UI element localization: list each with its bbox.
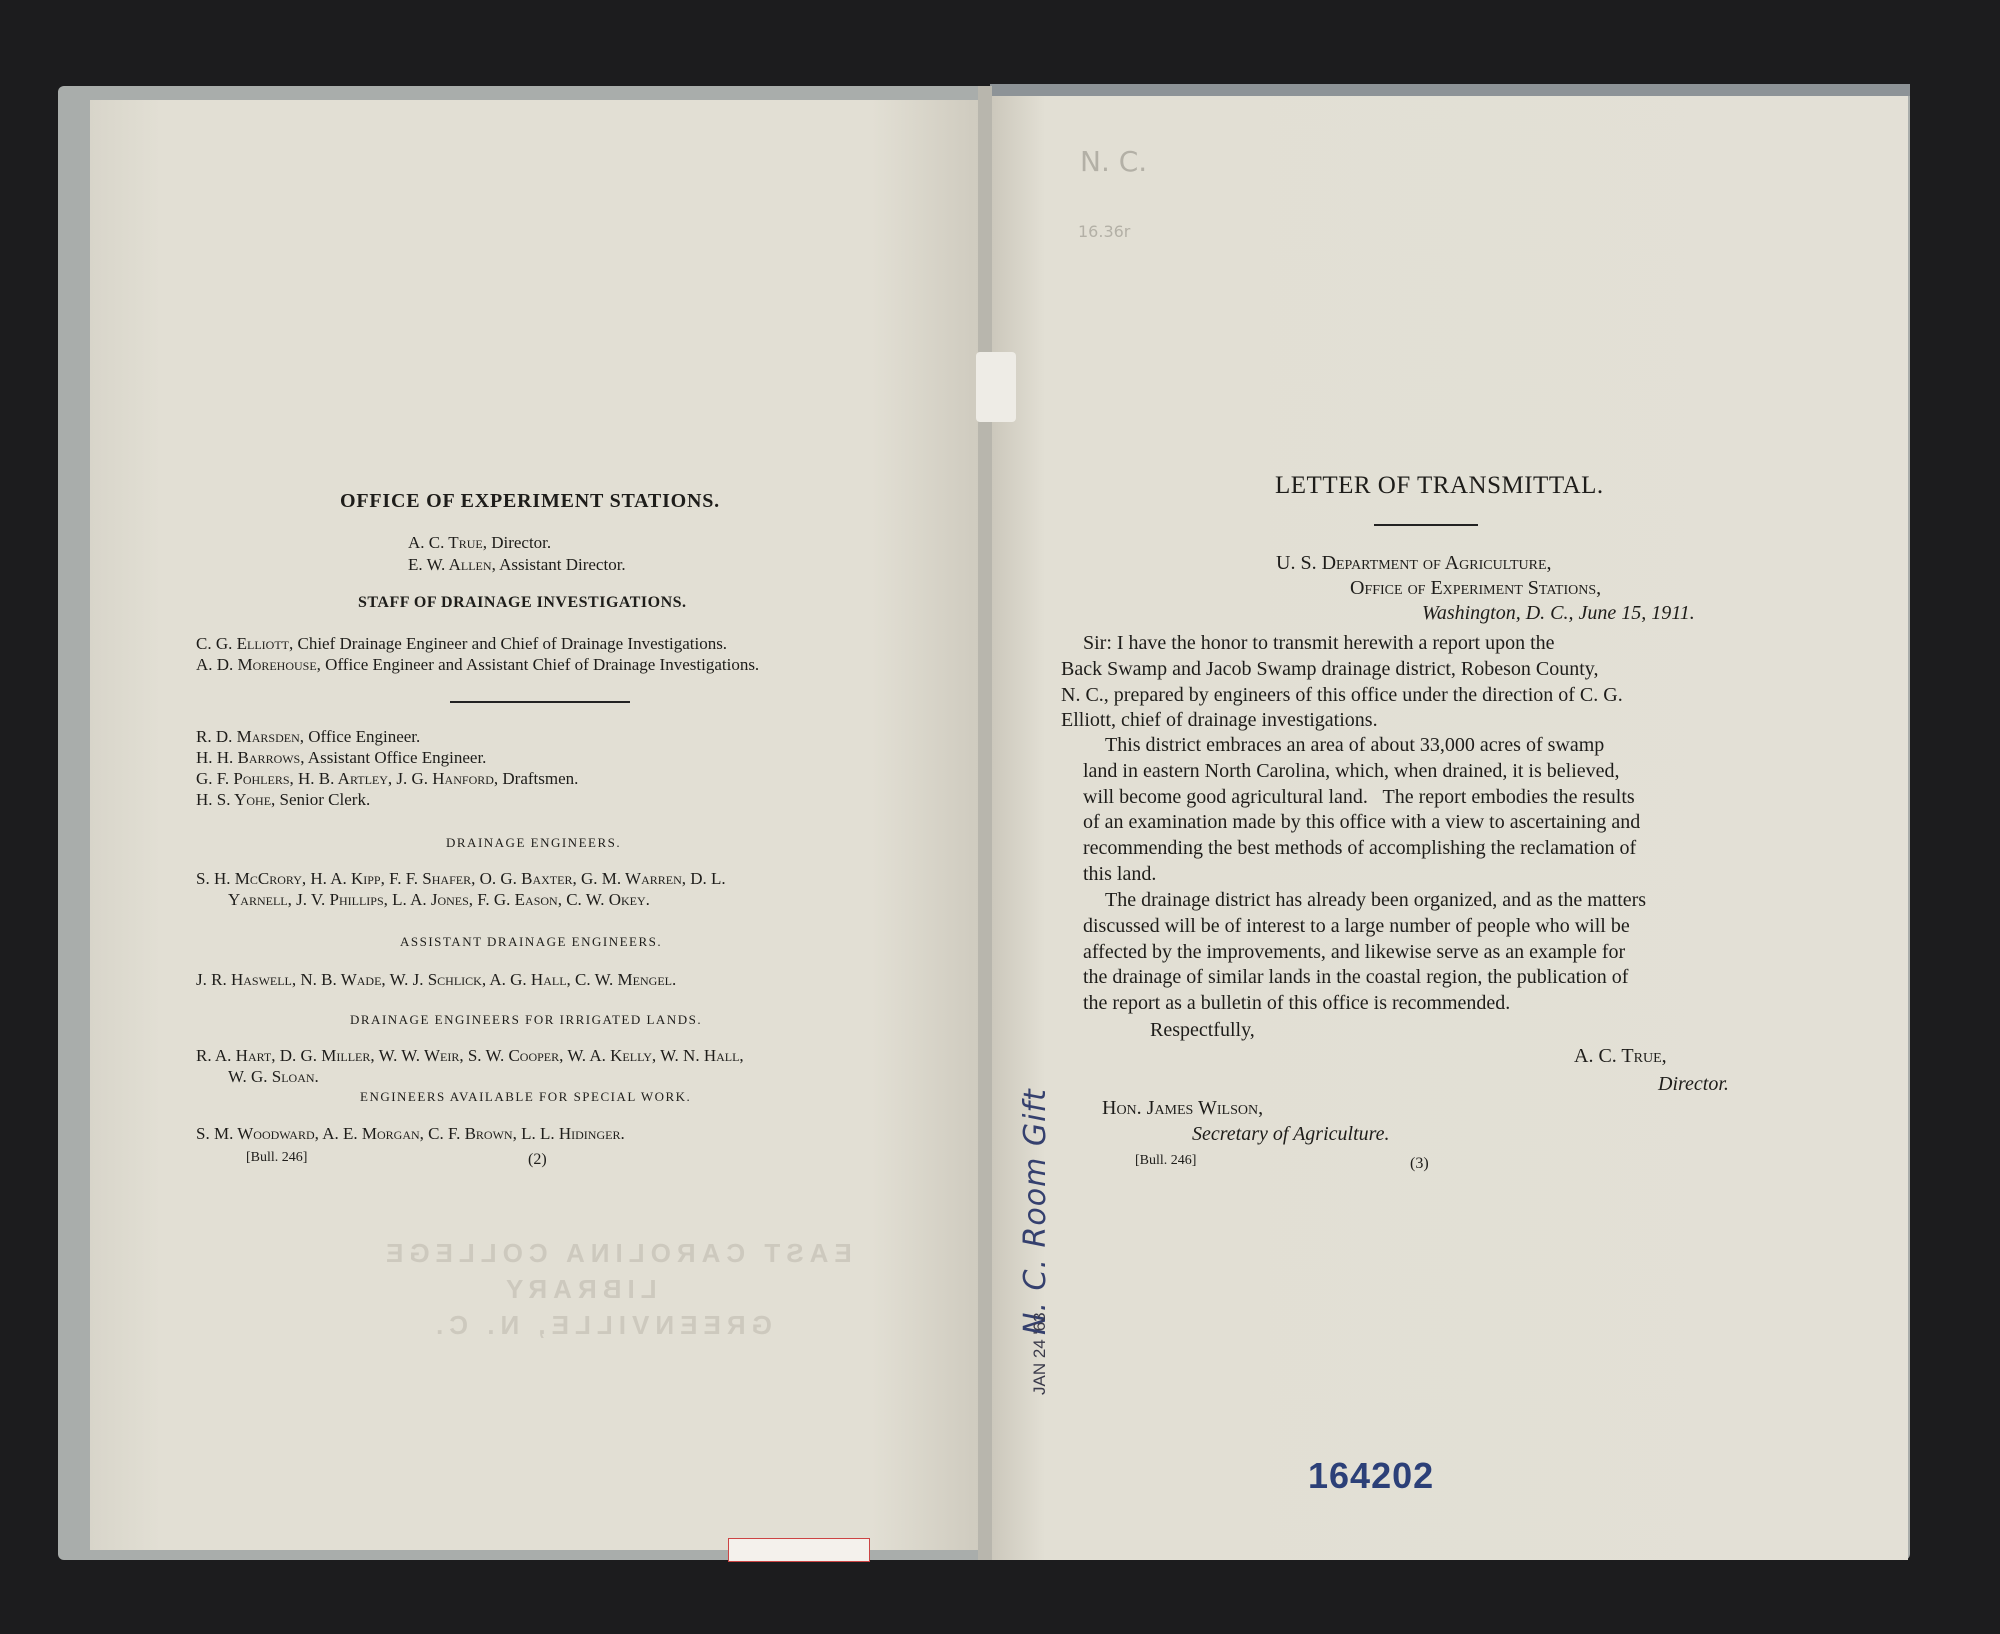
pencil-note-1: N. C. [1080, 145, 1148, 178]
library-stamp-line-1: EAST CAROLINA COLLEGE [380, 1238, 852, 1268]
p2-line-5: recommending the best methods of accomplishing the reclamation of [1083, 837, 1637, 860]
signer: A. C. True, [1574, 1045, 1667, 1067]
dept-line: U. S. Department of Agriculture, [1276, 552, 1552, 574]
p1-line-2: Back Swamp and Jacob Swamp drainage district, Robeson County, [1061, 657, 1599, 680]
binding-tab [976, 352, 1016, 422]
special-work-heading: ENGINEERS AVAILABLE FOR SPECIAL WORK. [360, 1089, 692, 1104]
irrigated-engineers-heading: DRAINAGE ENGINEERS FOR IRRIGATED LANDS. [350, 1012, 703, 1027]
date-line: Washington, D. C., June 15, 1911. [1422, 602, 1695, 624]
right-page-number: (3) [1410, 1155, 1429, 1172]
left-bulletin-ref: [Bull. 246] [246, 1150, 308, 1165]
p3-line-4: the drainage of similar lands in the coastal region, the publication of [1083, 966, 1629, 989]
letter-title: LETTER OF TRANSMITTAL. [1275, 472, 1604, 499]
staff-title: STAFF OF DRAINAGE INVESTIGATIONS. [358, 594, 687, 611]
p2-line-6: this land. [1083, 862, 1157, 885]
p2-line-1: This district embraces an area of about 33,000 acres of swamp [1105, 734, 1605, 756]
director-line: A. C. True, Director. [408, 533, 552, 552]
drainage-engineers-line-1: S. H. McCrory, H. A. Kipp, F. F. Shafer, O. G. Baxter, G. M. Warren, D. L. [196, 869, 726, 888]
special-work-line: S. M. Woodward, A. E. Morgan, C. F. Brown, L. L. Hidinger. [196, 1124, 625, 1143]
staff-line-3: G. F. Pohlers, H. B. Artley, J. G. Hanford, Draftsmen. [196, 769, 579, 788]
paragraph-3 [1083, 888, 1647, 1017]
library-stamp-line-2: LIBRARY [500, 1274, 657, 1304]
cover-edge [990, 84, 1910, 96]
staff-line-4: H. S. Yohe, Senior Clerk. [196, 790, 371, 809]
chief-line-2: A. D. Morehouse, Office Engineer and Assistant Chief of Drainage Investigations. [196, 655, 760, 674]
p2-line-2: land in eastern North Carolina, which, when drained, it is believed, [1083, 759, 1620, 782]
signer-title: Director. [1658, 1073, 1729, 1095]
pencil-note-2: 16.36r [1078, 222, 1131, 241]
book-spine [978, 86, 992, 1560]
divider-rule [450, 701, 630, 703]
assistant-director-line: E. W. Allen, Assistant Director. [408, 555, 626, 574]
assistant-engineers-line: J. R. Haswell, N. B. Wade, W. J. Schlick, A. G. Hall, C. W. Mengel. [196, 970, 677, 989]
irrigated-engineers-line-1: R. A. Hart, D. G. Miller, W. W. Weir, S. W. Cooper, W. A. Kelly, W. N. Hall, [196, 1046, 744, 1065]
p1-line-1: Sir: I have the honor to transmit herewith a report upon the [1083, 632, 1555, 654]
p2-line-3: will become good agricultural land. The report embodies the results [1083, 785, 1635, 808]
handwritten-note: N. C. Room Gift [1018, 1088, 1053, 1335]
right-bulletin-ref: [Bull. 246] [1135, 1153, 1197, 1168]
library-stamp-line-3: GREENVILLE, N. C. [430, 1310, 772, 1340]
p1-line-3: N. C., prepared by engineers of this office under the direction of C. G. [1061, 683, 1623, 706]
assistant-engineers-heading: ASSISTANT DRAINAGE ENGINEERS. [400, 934, 663, 949]
accession-number: 164202 [1308, 1455, 1435, 1496]
office-line: Office of Experiment Stations, [1350, 577, 1602, 599]
p3-line-5: the report as a bulletin of this office is recommended. [1083, 992, 1511, 1015]
staff-line-2: H. H. Barrows, Assistant Office Engineer. [196, 748, 487, 767]
recipient: Hon. James Wilson, [1102, 1097, 1264, 1119]
p2-line-4: of an examination made by this office with a view to ascertaining and [1083, 811, 1641, 834]
p3-line-3: affected by the improvements, and likewise serve as an example for [1083, 940, 1626, 963]
closing: Respectfully, [1150, 1019, 1255, 1041]
drainage-engineers-heading: DRAINAGE ENGINEERS. [446, 835, 622, 850]
chief-line-1: C. G. Elliott, Chief Drainage Engineer and Chief of Drainage Investigations. [196, 634, 728, 653]
irrigated-engineers-line-2: W. G. Sloan. [228, 1067, 319, 1086]
p3-line-2: discussed will be of interest to a large number of people who will be [1083, 914, 1630, 937]
p3-line-1: The drainage district has already been organized, and as the matters [1105, 889, 1647, 911]
title-rule [1374, 524, 1478, 526]
p1-line-4: Elliott, chief of drainage investigations. [1061, 709, 1378, 732]
library-label [728, 1538, 870, 1562]
staff-line-1: R. D. Marsden, Office Engineer. [196, 727, 421, 746]
recipient-title: Secretary of Agriculture. [1192, 1123, 1390, 1145]
paragraph-2 [1083, 733, 1641, 888]
paragraph-1 [1061, 631, 1623, 734]
drainage-engineers-line-2: Yarnell, J. V. Phillips, L. A. Jones, F. G. Eason, C. W. Okey. [228, 890, 650, 909]
left-page-number: (2) [528, 1151, 547, 1168]
date-stamp: JAN 24 '63 [1030, 1312, 1049, 1395]
office-title: OFFICE OF EXPERIMENT STATIONS. [340, 490, 720, 512]
